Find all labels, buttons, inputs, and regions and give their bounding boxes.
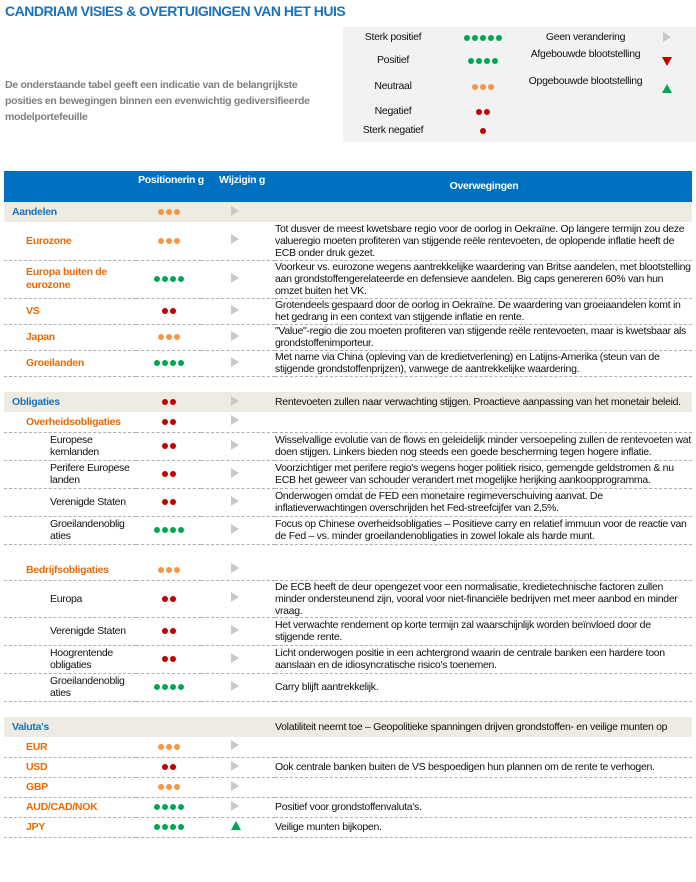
change-cell [201, 298, 275, 324]
change-cell [201, 777, 275, 797]
considerations-cell: Licht onderwogen positie in een achtergrond waarin de centrale banken een hardere toon aanslaan en de idiosyncratische risico's toenemen. [275, 645, 692, 673]
change-cell [201, 324, 275, 350]
table-row [4, 817, 692, 837]
rating-dot [488, 84, 494, 90]
positioning-cell [136, 717, 201, 737]
rating-dots [158, 238, 180, 244]
positioning-cell [136, 392, 201, 412]
triangle-right-icon [663, 32, 671, 42]
considerations-cell: Veilige munten bijkopen. [275, 817, 692, 837]
rating-dot [170, 684, 176, 690]
row-name: Eurozone [4, 222, 136, 260]
row-name: GBP [4, 777, 136, 797]
row-name: USD [4, 757, 136, 777]
rating-dot [174, 238, 180, 244]
change-cell [201, 392, 275, 412]
rating-dot [166, 238, 172, 244]
row-name: Overheidsobligaties [4, 412, 136, 432]
rating-dots [162, 399, 176, 405]
triangle-right-icon [231, 468, 239, 478]
positioning-cell [136, 797, 201, 817]
change-cell [201, 488, 275, 516]
rating-dot [170, 419, 176, 425]
rating-dot [174, 334, 180, 340]
positioning-cell [136, 202, 201, 222]
positioning-cell [136, 460, 201, 488]
triangle-right-icon [231, 440, 239, 450]
legend-dots [438, 32, 528, 44]
row-name: Obligaties [4, 392, 136, 412]
table-row [4, 516, 692, 544]
rating-dot [178, 824, 184, 830]
rating-dot [170, 764, 176, 770]
header-considerations: Overwegingen [449, 180, 519, 192]
rating-dot [174, 567, 180, 573]
rating-dots [162, 308, 176, 314]
rating-dot [480, 35, 486, 41]
considerations-cell: Ook centrale banken buiten de VS bespoedigen hun plannen om de rente te verhogen. [275, 757, 692, 777]
table-row [4, 645, 692, 673]
rating-dot [170, 308, 176, 314]
triangle-right-icon [231, 396, 239, 406]
rating-dot [472, 84, 478, 90]
rating-dot [492, 58, 498, 64]
table-row [4, 797, 692, 817]
triangle-right-icon [231, 496, 239, 506]
rating-dot [162, 360, 168, 366]
rating-dots [468, 58, 498, 64]
rating-dot [162, 527, 168, 533]
rating-dot [170, 596, 176, 602]
change-cell [201, 673, 275, 701]
rating-dots [162, 596, 176, 602]
positioning-cell [136, 488, 201, 516]
triangle-right-icon [231, 206, 239, 216]
positioning-cell [136, 817, 201, 837]
positioning-cell [136, 645, 201, 673]
rating-dot [178, 527, 184, 533]
positioning-cell [136, 324, 201, 350]
rating-dots [162, 443, 176, 449]
rating-dot [166, 567, 172, 573]
legend-position-label: Sterk negatief [362, 124, 424, 136]
rating-dots [158, 567, 180, 573]
rating-dot [154, 527, 160, 533]
triangle-right-icon [231, 781, 239, 791]
change-cell [201, 617, 275, 645]
considerations-cell: Positief voor grondstoffenvaluta's. [275, 797, 692, 817]
change-cell [201, 560, 275, 580]
row-name: Groeilanden [4, 350, 136, 376]
triangle-up-icon [662, 84, 672, 93]
change-cell [201, 645, 275, 673]
rating-dot [158, 209, 164, 215]
row-name: Perifere Europese landen [4, 460, 136, 488]
table-row [4, 757, 692, 777]
rating-dot [162, 656, 168, 662]
header-change: Wijzigin g [219, 174, 265, 186]
considerations-cell: Wisselvallige evolutie van de flows en geleidelijk minder versoepeling zullen de rentevoeten wat doen stijgen. Linkers bieden nog steeds een goede bescherming tegen hogere inflatie. [275, 434, 691, 458]
considerations-cell: Voorzichtiger met perifere regio's wegens hoger politiek risico, gemengde geldstromen & nu ECB het geweer van schouder verandert met mogelijke herijking aankoopprogramma. [275, 460, 692, 488]
triangle-right-icon [231, 801, 239, 811]
change-cell [201, 432, 275, 460]
triangle-right-icon [231, 592, 239, 602]
table-row [4, 324, 692, 350]
rating-dot [170, 499, 176, 505]
rating-dot [162, 419, 168, 425]
header-positioning: Positionerin g [138, 174, 204, 186]
legend-panel [343, 27, 696, 142]
rating-dots [158, 784, 180, 790]
rating-dot [154, 804, 160, 810]
rating-dot [166, 784, 172, 790]
considerations-cell [275, 560, 692, 580]
row-name: EUR [4, 737, 136, 757]
rating-dot [162, 443, 168, 449]
row-name: Europa [4, 580, 136, 617]
table-row [4, 460, 692, 488]
rating-dot [174, 744, 180, 750]
rating-dot [496, 35, 502, 41]
rating-dot [158, 238, 164, 244]
row-name: Groeilandenoblig aties [4, 516, 136, 544]
rating-dot [170, 360, 176, 366]
legend-dots [438, 125, 528, 137]
table-row [4, 560, 692, 580]
rating-dots [154, 276, 184, 282]
change-cell [201, 757, 275, 777]
positioning-cell [136, 412, 201, 432]
rating-dot [488, 35, 494, 41]
rating-dot [178, 804, 184, 810]
considerations-cell: Onderwogen omdat de FED een monetaire regimeverschuiving aanvat. De inflatieverwachtingen overschrijden het Fed-streefcijfer van 2,5%. [275, 488, 692, 516]
rating-dots [162, 656, 176, 662]
table-row [4, 222, 692, 260]
rating-dot [158, 334, 164, 340]
positioning-cell [136, 516, 201, 544]
considerations-cell [275, 202, 692, 222]
triangle-right-icon [231, 524, 239, 534]
row-name: Aandelen [4, 202, 136, 222]
considerations-cell: Carry blijft aantrekkelijk. [275, 673, 692, 701]
rating-dot [174, 209, 180, 215]
change-cell [201, 222, 275, 260]
rating-dot [170, 471, 176, 477]
rating-dots [162, 499, 176, 505]
rating-dots [476, 109, 490, 115]
change-cell [201, 797, 275, 817]
triangle-right-icon [231, 305, 239, 315]
triangle-right-icon [231, 653, 239, 663]
change-cell [201, 350, 275, 376]
rating-dot [162, 596, 168, 602]
positioning-cell [136, 617, 201, 645]
row-name: AUD/CAD/NOK [4, 797, 136, 817]
row-name: Verenigde Staten [4, 488, 136, 516]
rating-dot [178, 276, 184, 282]
rating-dots [464, 35, 502, 41]
rating-dot [158, 784, 164, 790]
rating-dot [170, 443, 176, 449]
rating-dots [162, 471, 176, 477]
row-name: Groeilandenoblig aties [4, 673, 136, 701]
row-name: Verenigde Staten [4, 617, 136, 645]
rating-dot [162, 628, 168, 634]
rating-dot [162, 684, 168, 690]
rating-dot [158, 567, 164, 573]
positioning-cell [136, 222, 201, 260]
considerations-cell [275, 737, 692, 757]
considerations-cell: Grotendeels gespaard door de oorlog in Oekraïne. De waardering van groeiaandelen komt in het gedrang in een context van stijgende inflatie en rente. [275, 298, 692, 324]
positioning-cell [136, 580, 201, 617]
rating-dot [476, 58, 482, 64]
legend-position-label: Negatief [374, 105, 412, 117]
table-row [4, 777, 692, 797]
triangle-right-icon [231, 563, 239, 573]
table-row [4, 580, 692, 617]
table-header [4, 171, 692, 202]
rating-dots [154, 684, 184, 690]
change-cell [201, 817, 275, 837]
rating-dots [472, 84, 494, 90]
rating-dot [154, 360, 160, 366]
rating-dot [170, 628, 176, 634]
rating-dot [170, 824, 176, 830]
rating-dots [154, 527, 184, 533]
row-name: JPY [4, 817, 136, 837]
rating-dot [476, 109, 482, 115]
positioning-cell [136, 432, 201, 460]
change-cell [201, 260, 275, 298]
triangle-right-icon [231, 740, 239, 750]
change-cell [201, 412, 275, 432]
change-cell [201, 717, 275, 737]
legend-change-label: Opgebouwde blootstelling [528, 75, 643, 87]
table-row [4, 350, 692, 376]
rating-dot [170, 656, 176, 662]
legend-position-label: Positief [376, 54, 410, 66]
rating-dot [170, 399, 176, 405]
table-row [4, 260, 692, 298]
positioning-cell [136, 737, 201, 757]
rating-dot [162, 276, 168, 282]
rating-dot [174, 784, 180, 790]
rating-dots [154, 804, 184, 810]
legend-position-label: Sterk positief [364, 31, 422, 43]
section-row [4, 392, 692, 412]
rating-dot [154, 684, 160, 690]
rating-dot [464, 35, 470, 41]
table-row [4, 298, 692, 324]
row-name: VS [4, 298, 136, 324]
intro-text: De onderstaande tabel geeft een indicatie van de belangrijkste posities en bewegingen binnen een evenwichtig gediversifieerde modelportefeuille [5, 79, 310, 123]
rating-dot [154, 824, 160, 830]
row-name: Valuta's [4, 717, 136, 737]
table-row [4, 488, 692, 516]
rating-dots [480, 128, 486, 134]
rating-dot [162, 824, 168, 830]
rating-dots [158, 209, 180, 215]
page-title: CANDRIAM VISIES & OVERTUIGINGEN VAN HET HUIS [5, 3, 346, 19]
triangle-right-icon [231, 331, 239, 341]
rating-dot [170, 804, 176, 810]
rating-dot [162, 499, 168, 505]
triangle-right-icon [231, 273, 239, 283]
positioning-cell [136, 777, 201, 797]
legend-dots [438, 106, 528, 118]
considerations-cell: Rentevoeten zullen naar verwachting stijgen. Proactieve aanpassing van het monetair beleid. [275, 392, 692, 412]
row-name: Europa buiten de eurozone [4, 260, 136, 298]
considerations-cell: Het verwachte rendement op korte termijn zal waarschijnlijk worden beïnvloed door de stijgende rente. [275, 617, 692, 645]
legend-change-label: Geen verandering [545, 31, 626, 43]
positioning-cell [136, 350, 201, 376]
rating-dot [166, 334, 172, 340]
table-row [4, 412, 692, 432]
considerations-cell: De ECB heeft de deur opengezet voor een normalisatie, kredietechnische factoren zullen minder ondersteunend zijn, vooral voor niet-financiële bedrijven met meer aanbod en minder vraag. [275, 580, 692, 617]
spacer-row [4, 544, 692, 560]
legend-change-label: Afgebouwde blootstelling [530, 48, 641, 60]
rating-dot [162, 804, 168, 810]
considerations-cell: "Value"-regio die zou moeten profiteren van stijgende reële rentevoeten, maar is kwetsbaar als grondstoffenimporteur. [275, 324, 692, 350]
rating-dot [154, 276, 160, 282]
change-cell [201, 580, 275, 617]
row-name: Hoogrentende obligaties [4, 645, 136, 673]
triangle-right-icon [231, 357, 239, 367]
rating-dots [158, 334, 180, 340]
change-cell [201, 516, 275, 544]
rating-dot [484, 109, 490, 115]
rating-dot [166, 744, 172, 750]
rating-dots [154, 824, 184, 830]
positioning-cell [136, 673, 201, 701]
considerations-cell: Tot dusver de meest kwetsbare regio voor de oorlog in Oekraïne. Op langere termijn zou deze valueregio moeten profiteren van stijgende reële rentevoeten, de oplopende inflatie heeft de ECB onder druk gezet. [275, 222, 692, 260]
table-row [4, 673, 692, 701]
triangle-right-icon [231, 681, 239, 691]
rating-dot [480, 128, 486, 134]
spacer-row [4, 701, 692, 717]
considerations-cell: Met name via China (opleving van de kredietverlening) en Latijns-Amerika (steun van de stijgende grondstoffenprijzen), vanwege de aantrekkelijke waardering. [275, 350, 692, 376]
rating-dots [162, 419, 176, 425]
rating-dot [178, 684, 184, 690]
rating-dot [166, 209, 172, 215]
rating-dot [480, 84, 486, 90]
rating-dot [162, 399, 168, 405]
considerations-cell [275, 777, 692, 797]
triangle-right-icon [231, 625, 239, 635]
considerations-cell: Voorkeur vs. eurozone wegens aantrekkelijke waardering van Britse aandelen, met blootstelling aan grondstoffengerelateerde en defensieve aandelen. Big caps genereren 60% van hun omzet buiten het VK. [275, 261, 691, 297]
section-row [4, 717, 692, 737]
legend-dots [438, 55, 528, 67]
rating-dot [170, 276, 176, 282]
triangle-down-icon [662, 57, 672, 66]
rating-dots [162, 764, 176, 770]
rating-dot [178, 360, 184, 366]
rating-dot [170, 527, 176, 533]
change-cell [201, 460, 275, 488]
considerations-cell [275, 412, 692, 432]
triangle-right-icon [231, 234, 239, 244]
row-name: Bedrijfsobligaties [4, 560, 136, 580]
rating-dots [154, 360, 184, 366]
change-cell [201, 737, 275, 757]
rating-dot [484, 58, 490, 64]
change-cell [201, 202, 275, 222]
considerations-cell: Focus op Chinese overheidsobligaties – Positieve carry en relatief immuun voor de reactie van de Fed – vs. minder groeilandenobligaties in zowel lokale als harde munt. [275, 516, 692, 544]
considerations-cell: Volatiliteit neemt toe – Geopolitieke spanningen drijven grondstoffen- en veilige munten op [275, 717, 692, 737]
triangle-right-icon [231, 415, 239, 425]
positioning-table [4, 202, 692, 838]
positioning-cell [136, 757, 201, 777]
positioning-cell [136, 260, 201, 298]
table-row [4, 617, 692, 645]
rating-dots [158, 744, 180, 750]
rating-dot [158, 744, 164, 750]
spacer-row [4, 376, 692, 392]
rating-dot [162, 308, 168, 314]
section-row [4, 202, 692, 222]
table-row [4, 737, 692, 757]
positioning-cell [136, 298, 201, 324]
legend-position-label: Neutraal [374, 80, 412, 92]
rating-dots [162, 628, 176, 634]
row-name: Europese kernlanden [4, 432, 136, 460]
positioning-cell [136, 560, 201, 580]
row-name: Japan [4, 324, 136, 350]
triangle-right-icon [231, 761, 239, 771]
rating-dot [472, 35, 478, 41]
rating-dot [468, 58, 474, 64]
triangle-up-icon [231, 821, 241, 830]
legend-dots [438, 81, 528, 93]
table-row [4, 432, 692, 460]
rating-dot [162, 764, 168, 770]
rating-dot [162, 471, 168, 477]
